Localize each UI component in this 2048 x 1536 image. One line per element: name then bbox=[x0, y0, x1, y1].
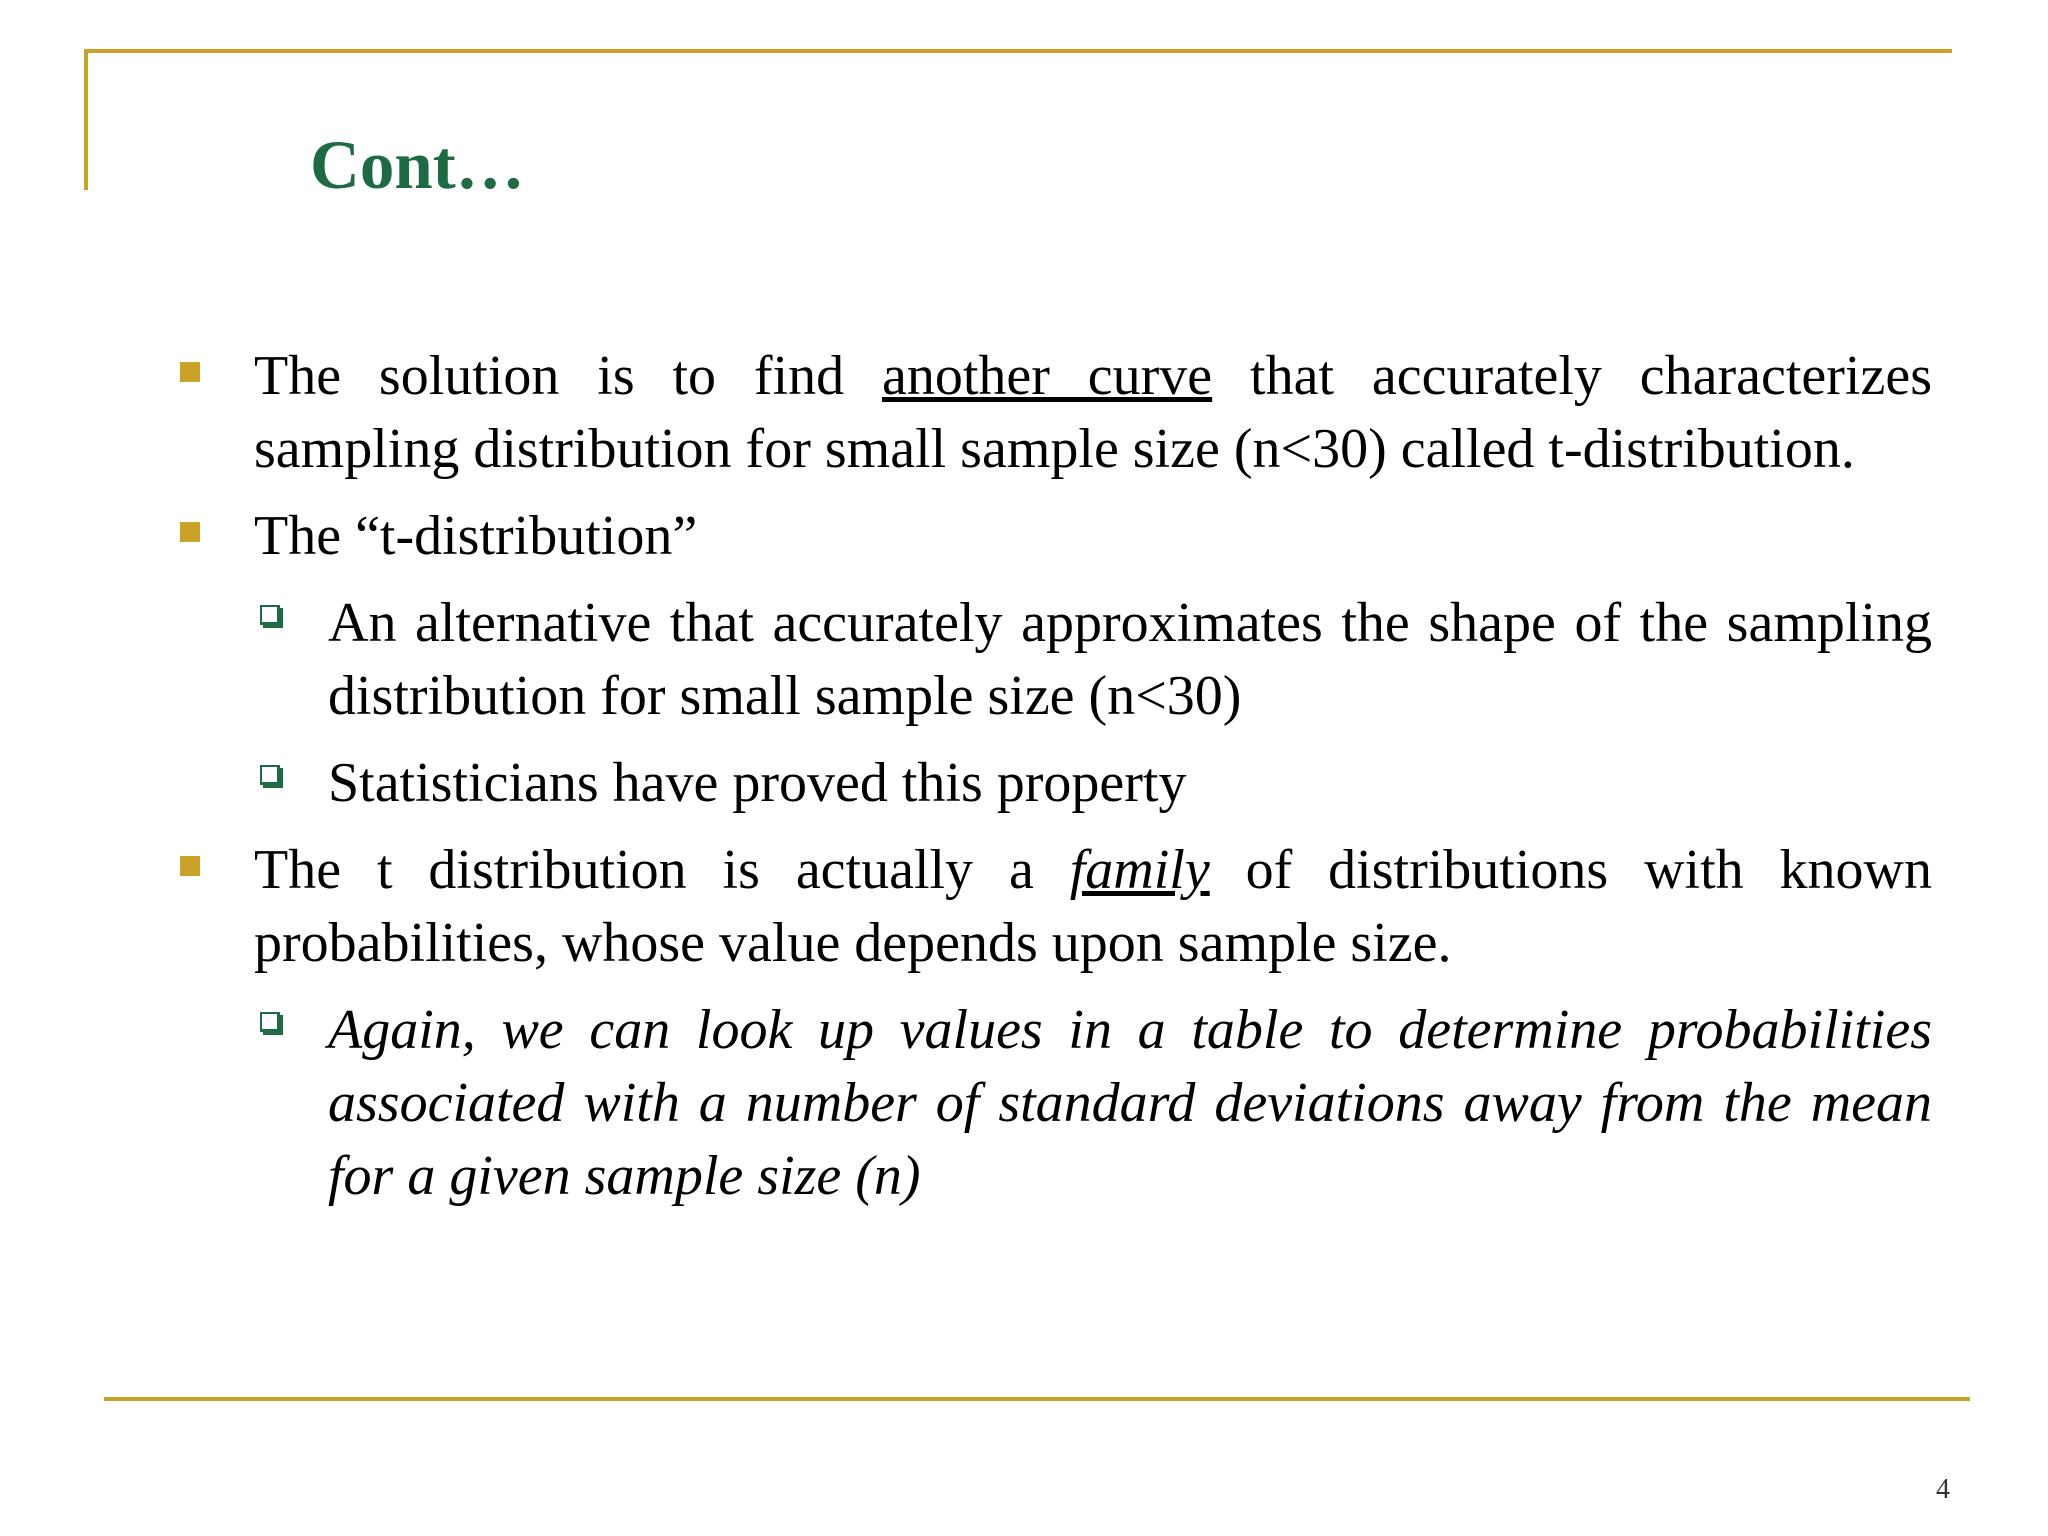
square-bullet-icon bbox=[180, 856, 200, 876]
bullet-1-text-before: The solution is to find bbox=[254, 345, 883, 407]
square-bullet-icon bbox=[180, 522, 200, 542]
bullet-2-sub-2-text: Statisticians have proved this property bbox=[328, 752, 1187, 814]
box-bullet-icon bbox=[260, 1012, 280, 1032]
bullet-2-sub-1 bbox=[170, 587, 1932, 733]
left-rule bbox=[84, 49, 88, 190]
bullet-1 bbox=[170, 340, 1932, 486]
box-bullet-icon bbox=[260, 765, 280, 785]
bullet-3-text-before: The t distribution is actually a bbox=[254, 839, 1070, 901]
bullet-2-text: The “t-distribution” bbox=[254, 505, 698, 567]
bullet-3-sub-1-text: Again, we can look up values in a table to determine probabilities associated with a number of standard deviations away from the mean for a given sample size (n) bbox=[328, 999, 1932, 1207]
box-bullet-icon bbox=[260, 605, 280, 625]
bullet-1-text-after: that accurately characterizes sampling distribution for small sample size (n<30) called t-distribution. bbox=[254, 345, 1932, 480]
slide-title: Cont… bbox=[310, 127, 525, 203]
bullet-2 bbox=[170, 500, 1932, 573]
square-bullet-icon bbox=[180, 362, 200, 382]
bullet-1-underlined: another curve bbox=[882, 345, 1213, 407]
slide-content bbox=[170, 340, 1932, 1227]
bullet-3-emphasis: family bbox=[1069, 839, 1210, 901]
page-number: 4 bbox=[1936, 1474, 1950, 1505]
bullet-3-text-after: of distributions with known probabilities, whose value depends upon sample size. bbox=[254, 839, 1932, 974]
bullet-3 bbox=[170, 834, 1932, 980]
bullet-2-sub-2 bbox=[170, 747, 1932, 820]
bullet-3-sub-1 bbox=[170, 994, 1932, 1213]
bullet-2-sub-1-text: An alternative that accurately approximates the shape of the sampling distribution for small sample size (n<30) bbox=[328, 592, 1932, 727]
bottom-rule bbox=[104, 1397, 1970, 1401]
top-rule bbox=[84, 49, 1952, 53]
